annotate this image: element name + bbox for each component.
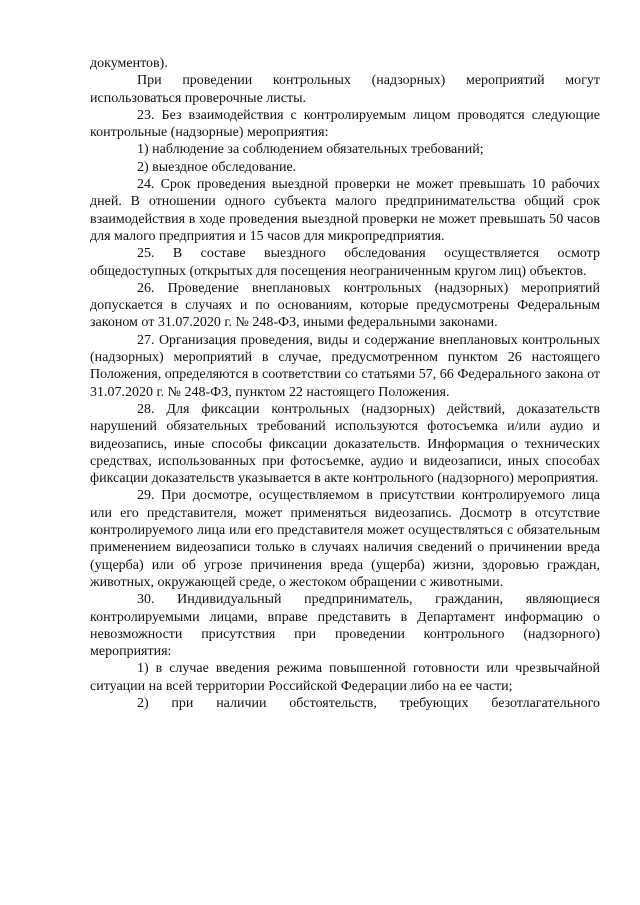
paragraph-23-item-2: 2) выездное обследование. xyxy=(137,159,297,175)
paragraph-23: 23. Без взаимодействия с контролируемым лицом проводятся следующие контрольные (надзорные) мероприятия: xyxy=(90,107,600,141)
paragraph-25: 25. В составе выездного обследования осуществляется осмотр общедоступных (открытых для посещения неограниченным кругом лиц) объектов. xyxy=(90,246,600,279)
paragraph-30-item-2: 2) при наличии обстоятельств, требующих безотлагательного xyxy=(137,695,600,711)
paragraph-24: 24. Срок проведения выездной проверки не может превышать 10 рабочих дней. В отношении одного субъекта малого предпринимательства общий срок взаимодействия в ходе проведения выездной проверки не может превышать 50 часов для малого предприятия и 15 часов для микропредприятия. xyxy=(90,177,600,244)
paragraph-checklists: При проведении контрольных (надзорных) мероприятий могут использоваться проверочные листы. xyxy=(90,73,600,106)
paragraph-27: 27. Организация проведения, виды и содержание внеплановых контрольных (надзорных) мероприятий в случае, предусмотренном пунктом 26 настоящего Положения, определяются в соответствии со статьями 57, 66 Федерального закона от 31.07.2020 г. № 248-ФЗ, пунктом 22 настоящего Положения. xyxy=(90,332,600,400)
paragraph-30: 30. Индивидуальный предприниматель, гражданин, являющиеся контролируемыми лицами, вправе представить в Департамент информацию о невозможности присутствия при проведении контрольного (надзорного) мероприятия: xyxy=(90,592,600,660)
paragraph-30-item-1: 1) в случае введения режима повышенной готовности или чрезвычайной ситуации на всей территории Российской Федерации либо на ее части; xyxy=(90,661,600,694)
document-page xyxy=(90,55,600,712)
paragraph-continuation: документов). xyxy=(90,56,168,71)
paragraph-29: 29. При досмотре, осуществляемом в присутствии контролируемого лица или его представителя, может применяться видеозапись. Досмотр в отсутствие контролируемого лица или его представителя может осуществляться с обязательным применением видеозаписи только в случаях наличия сведений о причинении вреда (ущерба) или об угрозе причинения вреда (ущерба) жизни, здоровью граждан, животных, окружающей среде, о жестоком обращении с животными. xyxy=(90,488,600,590)
paragraph-28: 28. Для фиксации контрольных (надзорных) действий, доказательств нарушений обязательных требований используются фотосъемка и/или аудио и видеозапись, иные способы фиксации доказательств. Информация о технических средствах, использованных при фотосъемке, аудио и видеозаписи, иных способах фиксации доказательств указывается в акте контрольного (надзорного) мероприятия. xyxy=(90,401,600,487)
paragraph-23-item-1: 1) наблюдение за соблюдением обязательных требований; xyxy=(137,142,484,158)
paragraph-26: 26. Проведение внеплановых контрольных (надзорных) мероприятий допускается в случаях и по основаниям, которые предусмотрены Федеральным законом от 31.07.2020 г. № 248-ФЗ, иными федеральными законами. xyxy=(90,280,600,331)
